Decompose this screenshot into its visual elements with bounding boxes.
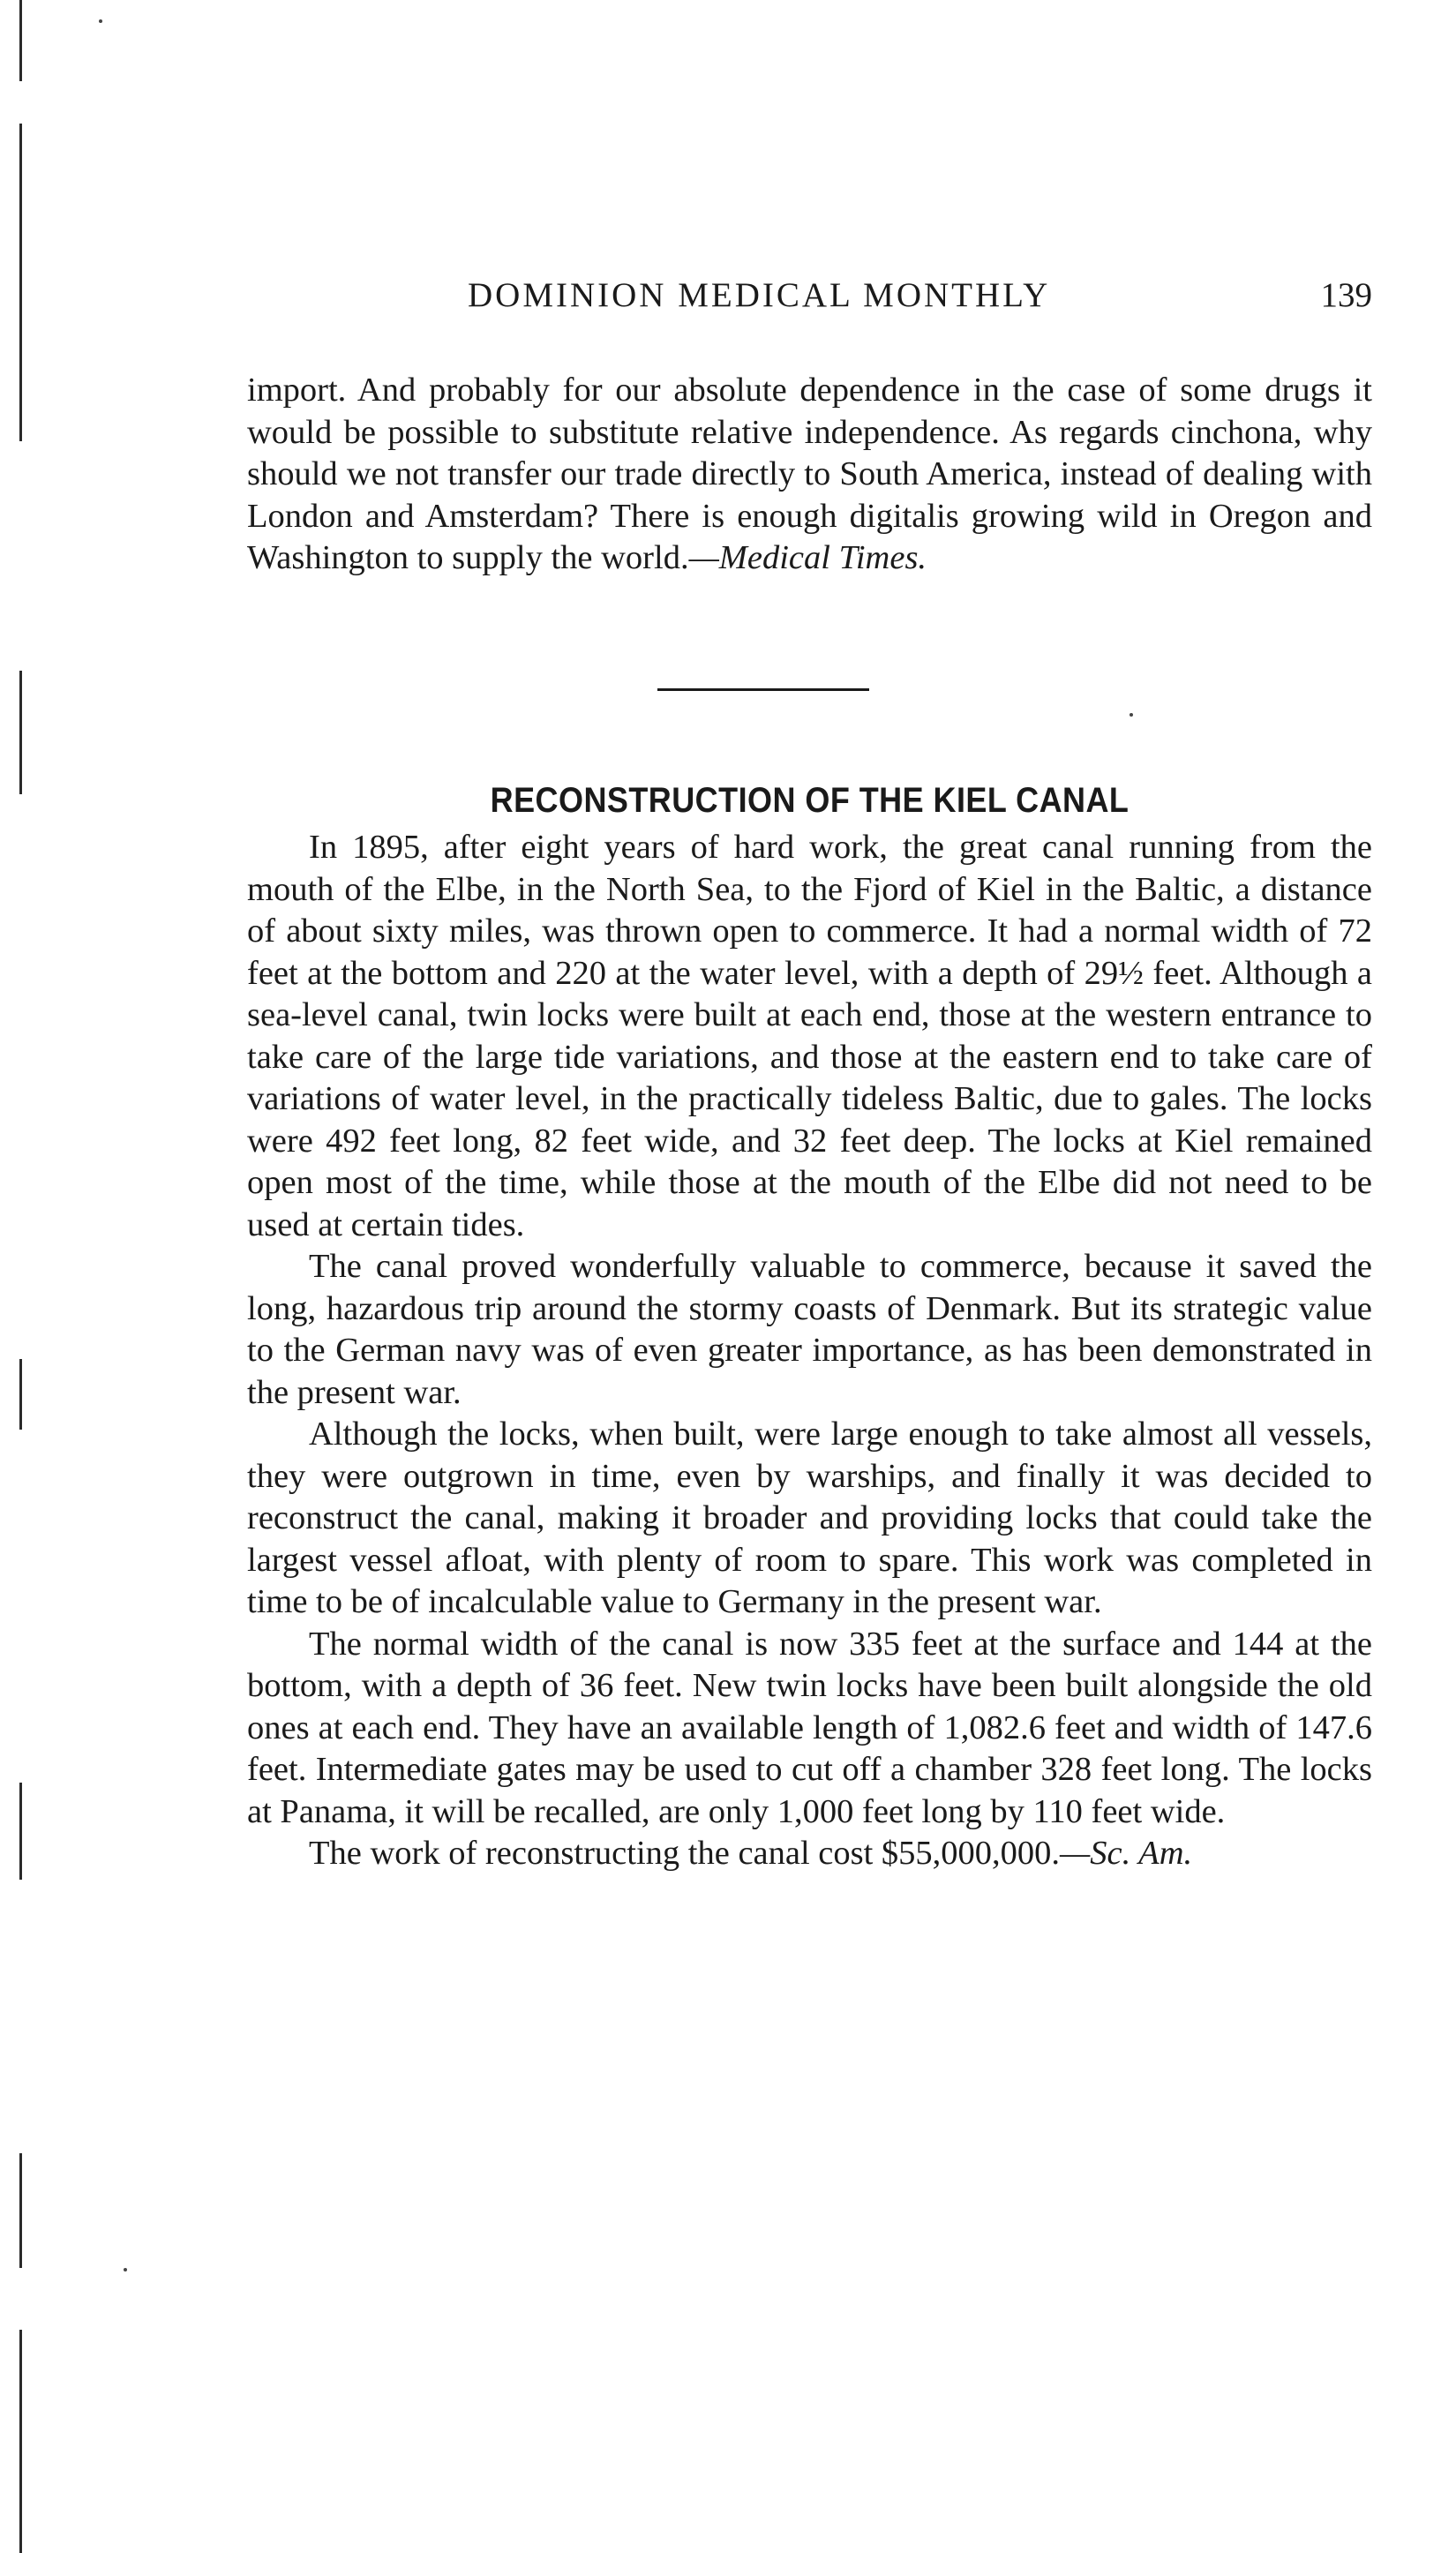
page-edge-line [19, 124, 22, 441]
source-citation: —Medical Times. [688, 539, 927, 576]
continued-paragraph [247, 370, 1372, 580]
page-number: 139 [1320, 276, 1372, 314]
paragraph: In 1895, after eight years of hard work, the great canal running from the mouth of the Elbe, in the North Sea, to the Fjord of Kiel in the Baltic, a distance of about sixty miles, was thrown open to commerce. It had a normal width of 72 feet at the bottom and 220 at the water level, with a depth of 29½ feet. Although a sea-level canal, twin locks were built at each end, those at the western entrance to take care of the large tide variations, and those at the eastern end to take care of variations of water level, in the practically tideless Baltic, due to gales. The locks were 492 feet long, 82 feet wide, and 32 feet deep. The locks at Kiel remained open most of the time, while those at the mouth of the Elbe did not need to be used at certain tides. [247, 829, 1372, 1243]
paragraph: Although the locks, when built, were large enough to take almost all vessels, they were outgrown in time, even by warships, and finally it was decided to reconstruct the canal, making it broader and providing locks that could take the largest vessel afloat, with plenty of room to spare. This work was completed in time to be of incalculable value to Germany in the present war. [247, 1415, 1372, 1620]
source-citation: —Sc. Am. [1060, 1835, 1193, 1872]
paragraph: The normal width of the canal is now 335 feet at the surface and 144 at the bottom, with a depth of 36 feet. New twin locks have been built alongside the old ones at each end. They have an available length of 1,082.6 feet and width of 147.6 feet. Intermediate gates may be used to cut off a chamber 328 feet long. The locks at Panama, it will be recalled, are only 1,000 feet long by 110 feet wide. [247, 1625, 1372, 1830]
section-divider [657, 688, 869, 691]
article-body [247, 827, 1372, 1875]
page-edge-line [19, 2153, 22, 2268]
continued-text: import. And probably for our absolute dependence in the case of some drugs it would be possible to substitute relative independence. As regards cinchona, why should we not transfer our trade directly to South America, instead of dealing with London and Amsterdam? There is enough digitalis growing wild in Oregon and Washington to supply the world. [247, 372, 1372, 576]
page-edge-line [19, 1783, 22, 1880]
page-edge-line [19, 0, 22, 81]
page-edge-line [19, 671, 22, 794]
scan-speck [1130, 713, 1133, 717]
continued-article [247, 370, 1372, 580]
page-edge-line [19, 2330, 22, 2553]
page-edge-line [19, 1359, 22, 1430]
paragraph: The canal proved wonderfully valuable to commerce, because it saved the long, hazardous trip around the stormy coasts of Denmark. But its strategic value to the German navy was of even greater importance, as has been demonstrated in the present war. [247, 1248, 1372, 1411]
closing-paragraph [247, 1833, 1372, 1875]
scan-speck [99, 19, 102, 23]
scan-speck [124, 2268, 127, 2271]
running-header [247, 275, 1372, 319]
journal-title: DOMINION MEDICAL MONTHLY [468, 276, 1051, 314]
article-title: RECONSTRUCTION OF THE KIEL CANAL [490, 781, 1130, 821]
closing-text: The work of reconstructing the canal cost $55,000,000. [309, 1835, 1061, 1872]
